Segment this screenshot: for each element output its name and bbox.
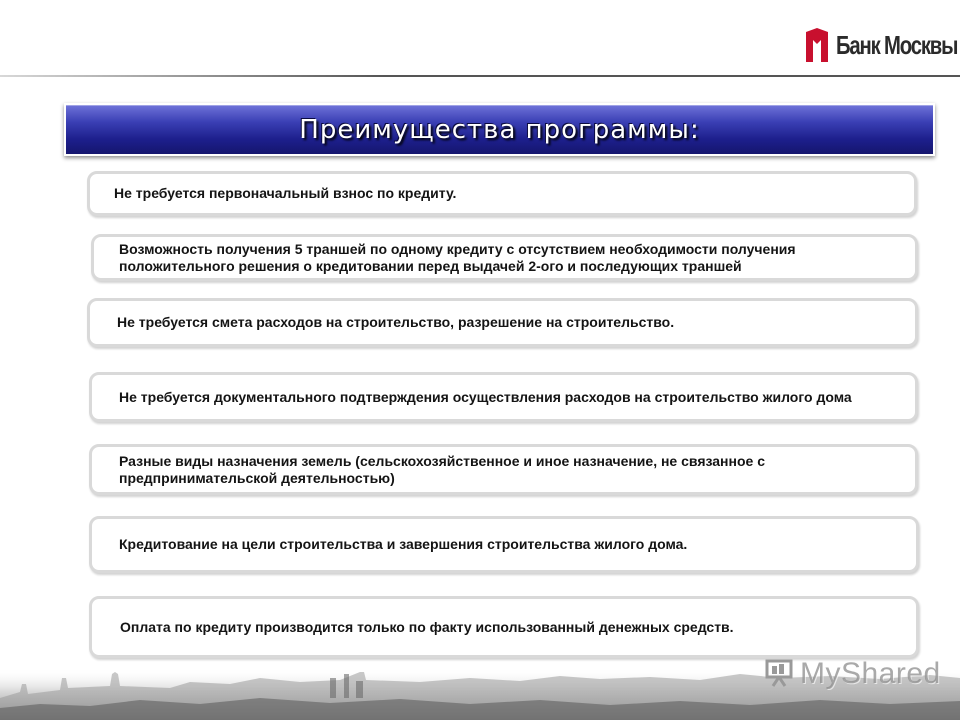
list-item [89, 372, 918, 422]
list-item [89, 516, 919, 573]
list-item-text: Не требуется первоначальный взнос по кредиту. [114, 185, 457, 201]
list-item [91, 234, 918, 281]
watermark-text: MyShared [800, 657, 941, 690]
list-item [87, 298, 918, 347]
header-divider [0, 75, 960, 77]
list-item-text: Кредитование на цели строительства и завершения строительства жилого дома. [119, 536, 688, 552]
list-item-text: Разные виды назначения земель (сельскохозяйственное и иное назначение, не связанное с предпринимательской деятельностью) [119, 452, 765, 486]
list-item-text: Оплата по кредиту производится только по факту использованный денежных средств. [120, 618, 734, 635]
presentation-board-icon [764, 657, 794, 692]
page-title: Преимущества программы: [299, 114, 700, 145]
list-item-text: Не требуется смета расходов на строительство, разрешение на строительство. [117, 314, 675, 330]
list-item-text: Возможность получения 5 траншей по одному кредиту с отсутствием необходимости получения положительного решения о кредитовании перед выдачей 2-ого и последующих траншей [119, 240, 796, 274]
watermark [764, 654, 941, 694]
list-item [87, 171, 917, 216]
list-item-text: Не требуется документального подтверждения осуществления расходов на строительство жилого дома [119, 388, 852, 405]
list-item [89, 444, 918, 495]
bank-logo [806, 25, 958, 65]
bank-logo-icon [806, 28, 828, 62]
bank-name: Банк Москвы [836, 29, 958, 60]
title-banner [64, 103, 935, 156]
